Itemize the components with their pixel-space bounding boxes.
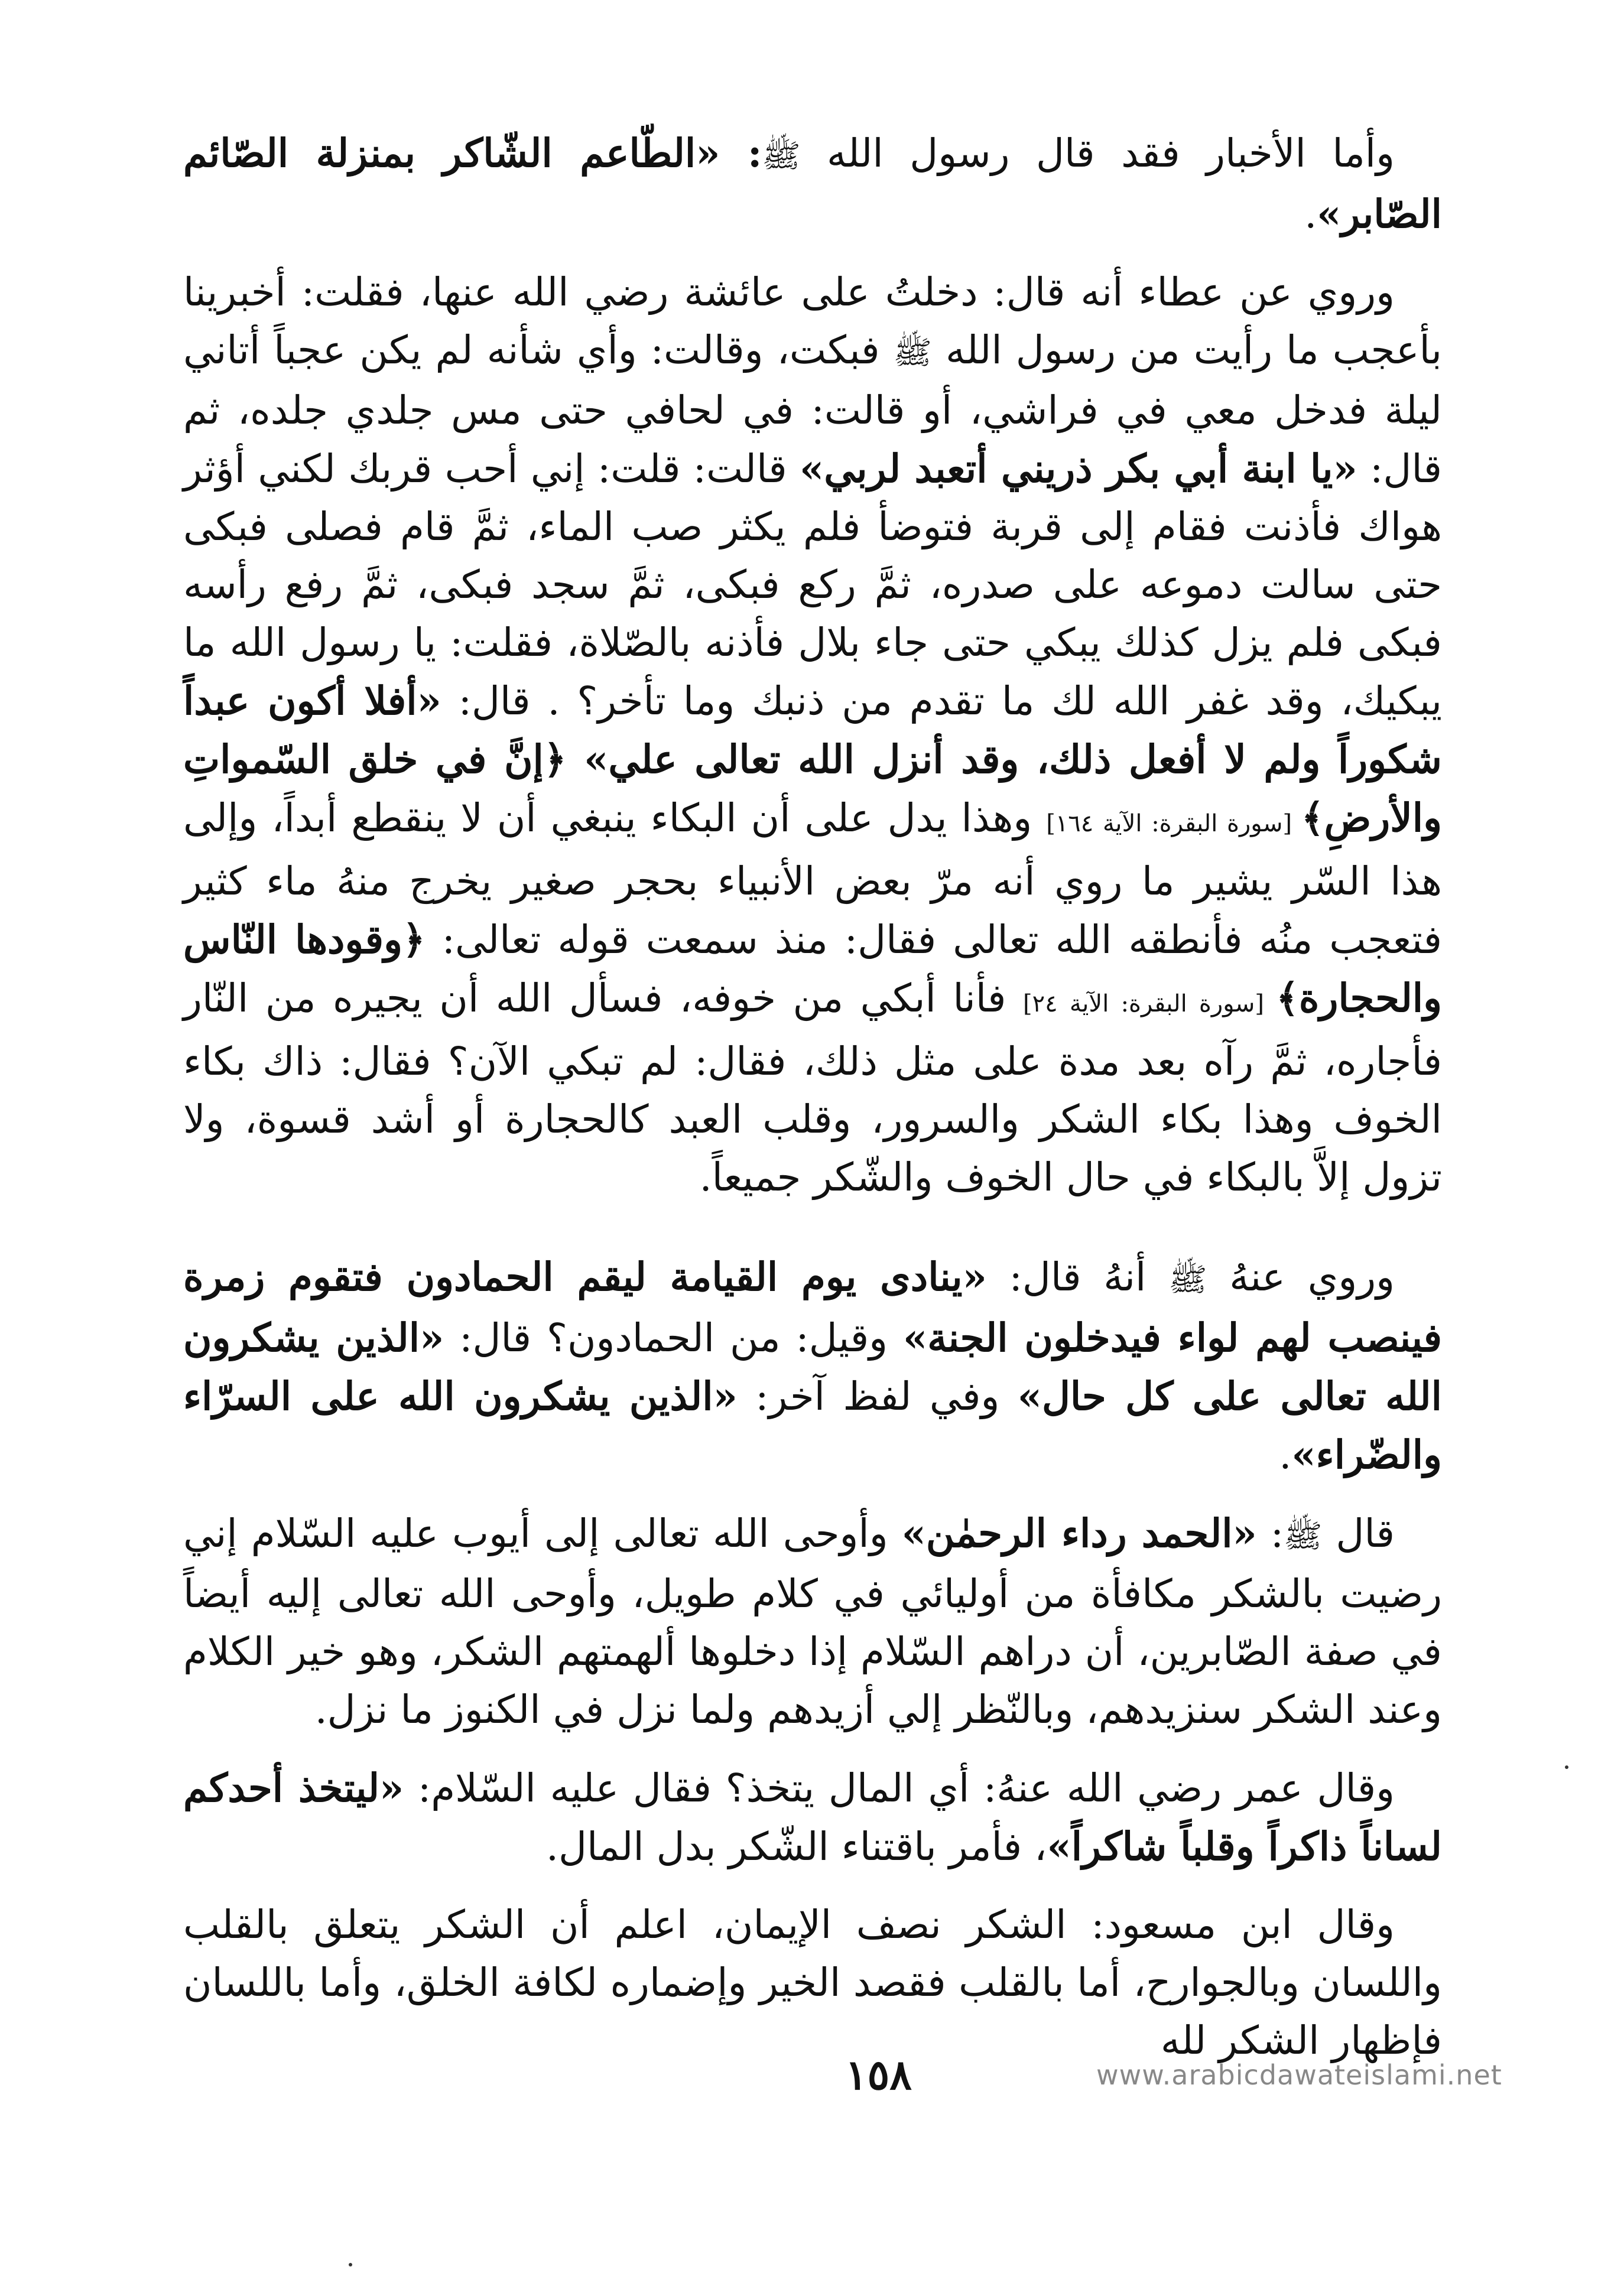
salawat-symbol: ﷺ: [762, 137, 801, 174]
paragraph-aisha-narration: [183, 264, 1442, 1206]
hadith-quote: «الحمد رداء الرحمٰن»: [901, 1510, 1257, 1556]
paragraph-hamd-rida: [183, 1504, 1442, 1739]
text-run: وروي عنهُ: [1207, 1254, 1395, 1300]
text-run: .: [1279, 1432, 1292, 1478]
text-run: وروي عن عطاء أنه قال: دخلتُ على عائشة رضي الله عنها، فقلت: أخبرينا بأعجب ما رأيت من رسول الله: [183, 269, 1442, 373]
paragraph-ibn-masud: [183, 1896, 1442, 2070]
text-run: فأنا أبكي من خوفه، فسأل الله أن يجيره من النّار فأجاره، ثمَّ رآه بعد مدة على مثل ذلك، فقال: لم تبكي الآن؟ فقال: ذاك بكاء الخوف وهذا بكاء الشكر والسرور، وقلب العبد كالحجارة أو أشد قسوة، ولا تزول إلاَّ بالبكاء في حال الخوف والشّكر جميعاً.: [183, 975, 1442, 1200]
hadith-quote: «يا ابنة أبي بكر ذريني أتعبد لربي»: [800, 445, 1357, 492]
text-run: فبكت، وقالت: وأي شأنه لم يكن عجباً أتاني ليلة فدخل معي في فراشي، أو قالت: في لحافي حتى مس جلدي جلده، ثم قال:: [183, 327, 1442, 492]
text-run: :: [1256, 1511, 1284, 1556]
salawat-symbol: ﷺ: [1284, 1517, 1323, 1554]
quran-verse: ﴿وقودها النّاس والحجارة﴾: [183, 916, 1443, 1021]
quran-reference: [سورة البقرة: الآية ٢٤]: [1022, 990, 1277, 1017]
salawat-symbol: ﷺ: [1168, 1261, 1207, 1298]
watermark: www.arabicdawateislami.net: [1096, 2059, 1502, 2091]
text-run: وأوحى الله تعالى إلى أيوب عليه السّلام إني رضيت بالشكر مكافأة من أوليائي في كلام طويل، وأوحى الله تعالى إليه أيضاً في صفة الصّابرين، أن دراهم السّلام إذا دخلوها ألهمتهم الشكر، وهو خير الكلام وعند الشكر سنزيدهم، وبالنّظر إلي أزيدهم ولما نزل في الكنوز ما نزل.: [183, 1511, 1442, 1732]
text-run: وقال ابن مسعود: الشكر نصف الإيمان، اعلم أن الشكر يتعلق بالقلب واللسان وبالجوارح، أما بالقلب فقصد الخير وإضماره لكافة الخلق، وأما باللسان فإظهار الشكر لله: [183, 1902, 1442, 2063]
text-run: أنهُ قال:: [986, 1254, 1169, 1300]
text-run: وقال عمر رضي الله عنهُ: أي المال يتخذ؟ فقال عليه السّلام:: [404, 1765, 1395, 1811]
text-run: ، فأمر باقتناء الشّكر بدل المال.: [546, 1824, 1047, 1869]
page-body: [183, 124, 1442, 2090]
salawat-symbol: ﷺ: [893, 334, 932, 371]
text-run: وفي لفظ آخر:: [737, 1374, 1018, 1419]
hadith-quote: «ليتخذ أحدكم لساناً ذاكراً وقلباً شاكراً»: [183, 1765, 1442, 1869]
page-number: ١٥٨: [845, 2050, 912, 2099]
text-run: وقيل: من الحمادون؟ قال:: [444, 1315, 903, 1361]
text-run: .: [1304, 191, 1317, 237]
hadith-quote: «ينادى يوم القيامة ليقم الحمادون فتقوم زمرة فينصب لهم لواء فيدخلون الجنة»: [183, 1254, 1442, 1361]
paragraph-hammadun: [183, 1248, 1442, 1484]
paragraph-akhbar: [183, 124, 1442, 243]
text-run: قال: [1322, 1511, 1395, 1556]
speck-mark: [1565, 1765, 1568, 1769]
text-run: وأما الأخبار فقد قال رسول الله: [800, 131, 1395, 176]
speck-mark: [349, 2263, 352, 2266]
quran-reference: [سورة البقرة: الآية ١٦٤]: [1046, 810, 1301, 837]
hadith-quote: : «الطّاعم الشّاكر بمنزلة الصّائم الصّابر»: [183, 130, 1442, 237]
hadith-quote: «أفلا أكون عبداً شكوراً ولم لا أفعل ذلك، وقد أنزل الله تعالى علي» ﴿إنَّ في خلق السّمواتِ والأرضِ﴾: [183, 678, 1443, 841]
text-run: وهذا يدل على أن البكاء ينبغي أن لا ينقطع أبداً، وإلى هذا السّر يشير ما روي أنه مرّ بعض الأنبياء بحجر صغير يخرج منهُ ماء كثير فتعجب منُه فأنطقه الله تعالى فقال: منذ سمعت قوله تعالى:: [183, 795, 1442, 962]
hadith-quote: «الذين يشكرون الله على السرّاء والضّراء»: [183, 1373, 1442, 1478]
hadith-quote: «الذين يشكرون الله تعالى على كل حال»: [183, 1315, 1442, 1419]
text-run: قالت: قلت: إني أحب قربك لكني أؤثر هواك فأذنت فقام إلى قربة فتوضأ فلم يكثر صب الماء، ثمَّ قام فصلى فبكى حتى سالت دموعه على صدره، ثمَّ ركع فبكى، ثمَّ سجد فبكى، ثمَّ رفع رأسه فبكى فلم يزل كذلك يبكي حتى جاء بلال فأذنه بالصّلاة، فقلت: يا رسول الله ما يبكيك، وقد غفر الله لك ما تقدم من ذنبك وما تأخر؟ . قال:: [183, 446, 1443, 724]
paragraph-umar: [183, 1759, 1442, 1876]
